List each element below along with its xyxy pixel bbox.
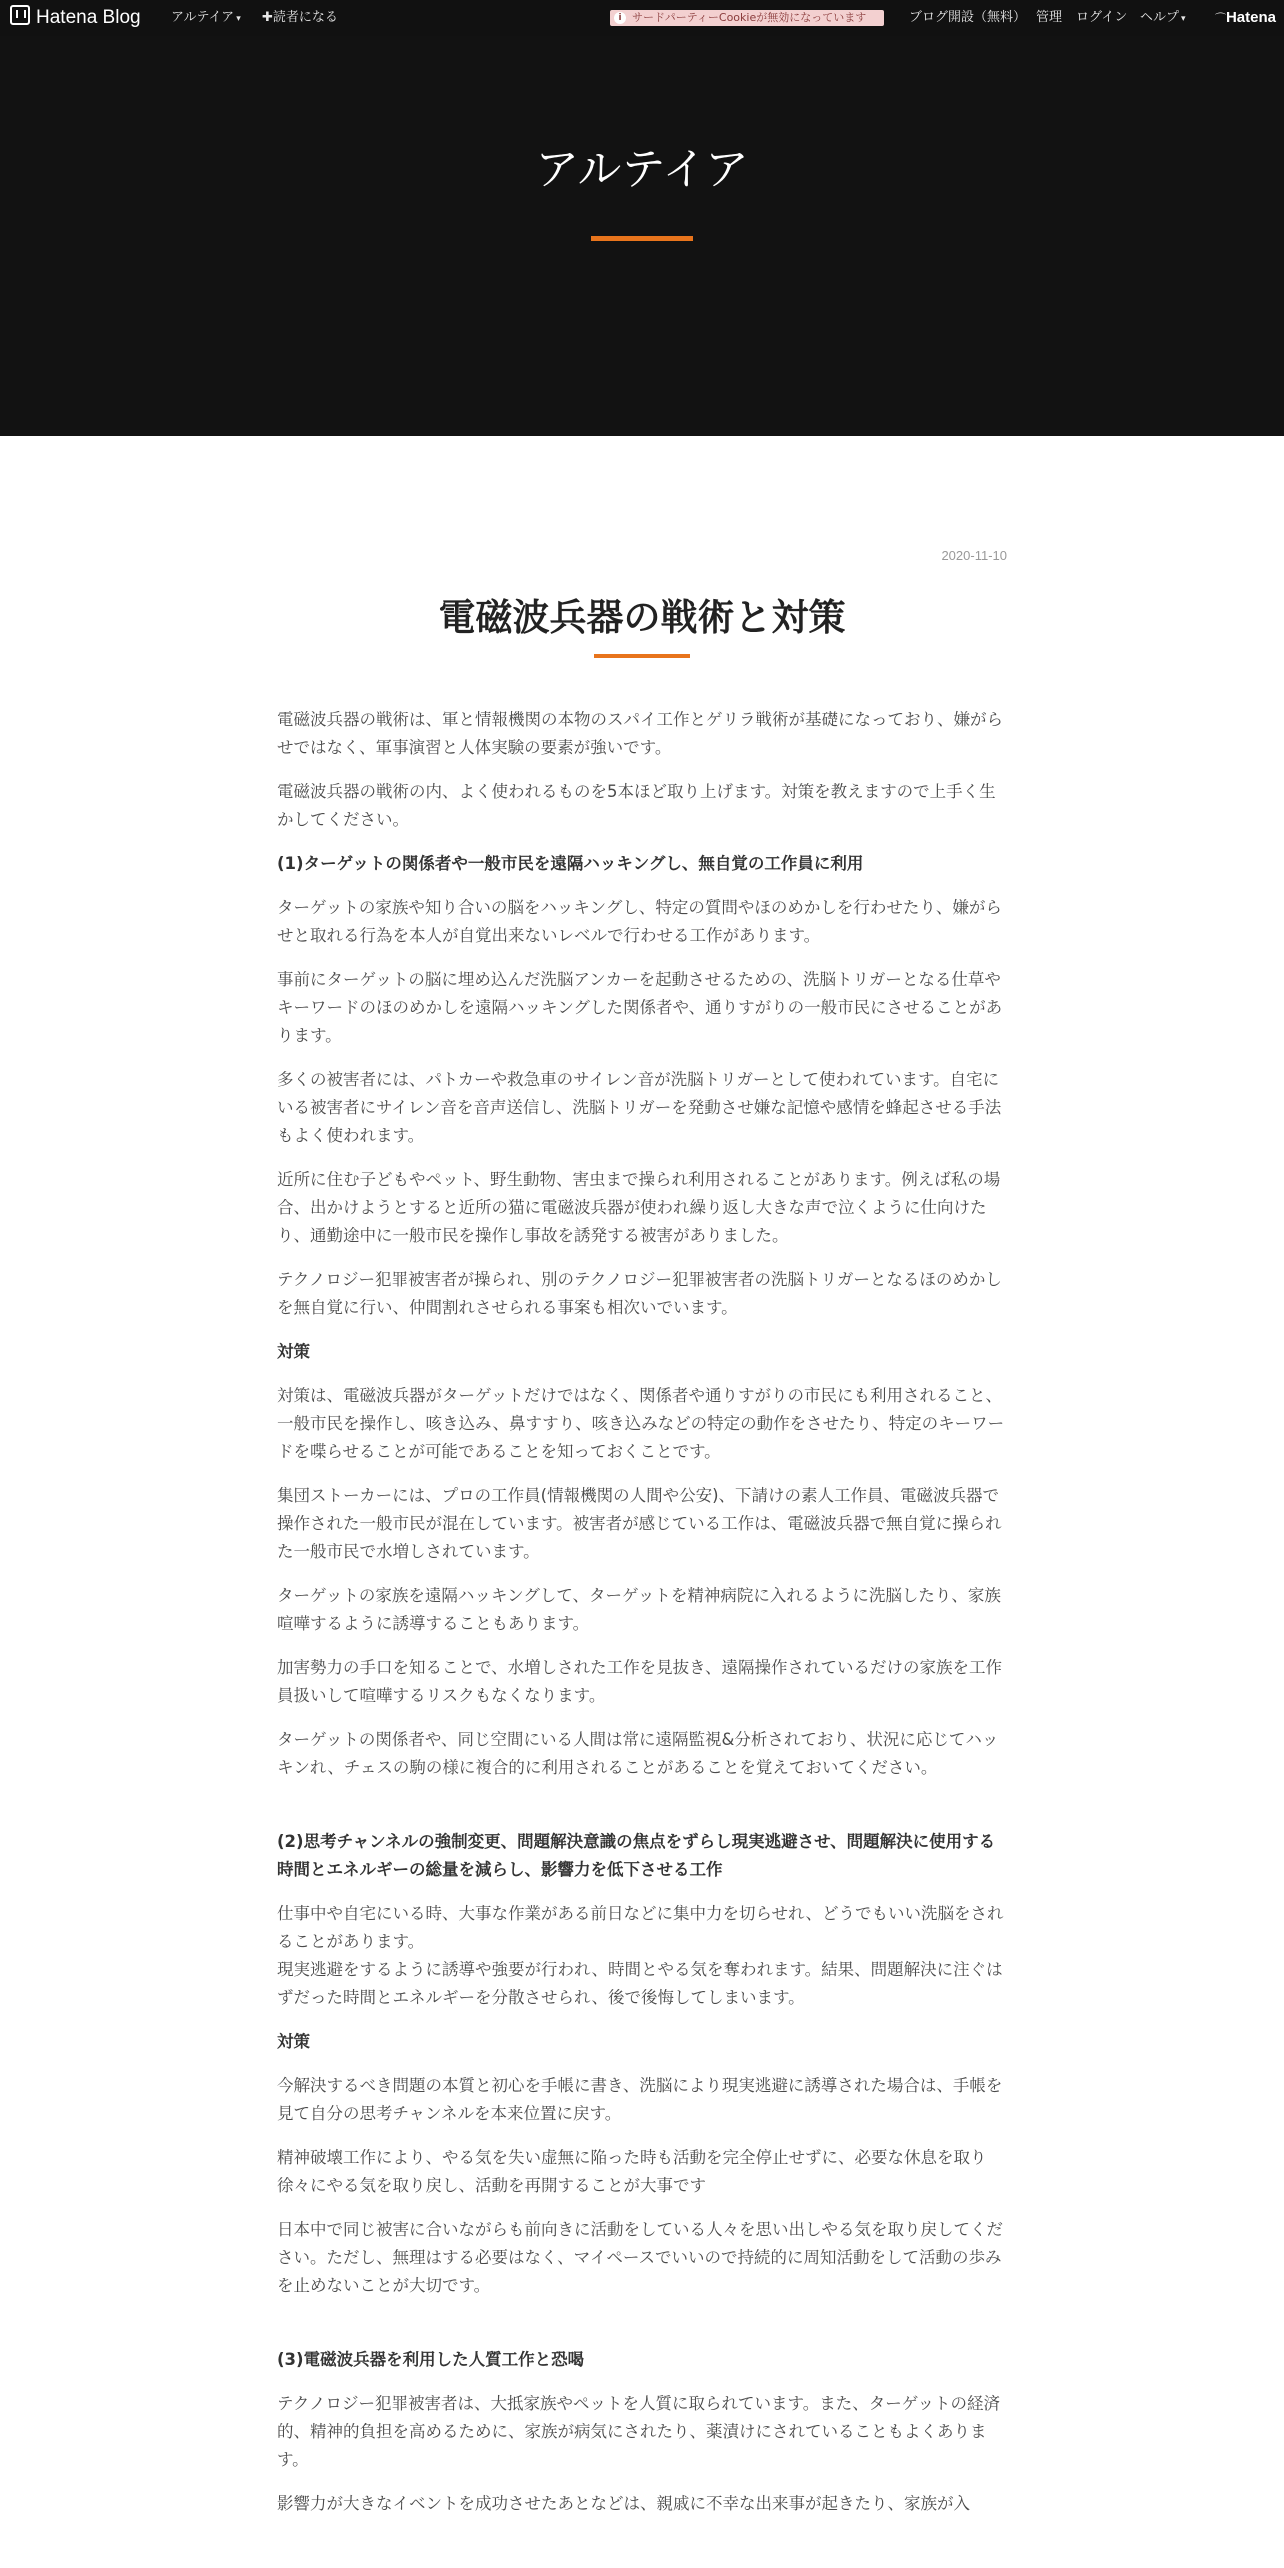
paragraph: 近所に住む子どもやペット、野生動物、害虫まで操られ利用されることがあります。例えば私の場合、出かけようとすると近所の猫に電磁波兵器が使われ繰り返し大きな声で泣くように仕向けたり、通勤途中に一般市民を操作し事故を誘発する被害がありました。	[277, 1170, 1001, 1245]
section-heading: (1)ターゲットの関係者や一般市民を遠隔ハッキングし、無自覚の工作員に利用	[277, 854, 864, 873]
entry-title[interactable]: 電磁波兵器の戦術と対策	[438, 596, 846, 639]
info-icon: i	[614, 12, 626, 24]
manage-link[interactable]: 管理	[1036, 10, 1063, 25]
section-heading: 対策	[277, 1342, 310, 1361]
paragraph: テクノロジー犯罪被害者が操られ、別のテクノロジー犯罪被害者の洗脳トリガーとなるほのめかしを無自覚に行い、仲間割れさせられる事案も相次いでいます。	[277, 1270, 1002, 1317]
paragraph: ターゲットの家族や知り合いの脳をハッキングし、特定の質問やほのめかしを行わせたり、嫌がらせと取れる行為を本人が自覚出来ないレベルで行わせる工作があります。	[277, 898, 1002, 945]
top-navigation-bar	[0, 0, 1284, 36]
hatena-blog-logo-icon	[10, 5, 30, 25]
hatena-logo[interactable]: ⌒Hatena	[1214, 9, 1276, 26]
paragraph: 対策は、電磁波兵器がターゲットだけではなく、関係者や通りすがりの市民にも利用されること、一般市民を操作し、咳き込み、鼻すすり、咳き込みなどの特定の動作をさせたり、特定のキーワードを喋らせることが可能であることを知っておくことです。	[277, 1386, 1005, 1461]
paragraph: 影響力が大きなイベントを成功させたあとなどは、親戚に不幸な出来事が起きたり、家族が入	[277, 2494, 970, 2513]
paragraph: 仕事中や自宅にいる時、大事な作業がある前日などに集中力を切らせれ、どうでもいい洗脳をされることがあります。	[277, 1904, 1004, 1951]
help-menu[interactable]: ヘルプ ▾	[1140, 10, 1186, 25]
paragraph: 事前にターゲットの脳に埋め込んだ洗脳アンカーを起動させるための、洗脳トリガーとなる仕草やキーワードのほのめかしを遠隔ハッキングした関係者や、通りすがりの一般市民にさせることがあります。	[277, 970, 1003, 1045]
hatena-blog-logo[interactable]: Hatena Blog	[10, 0, 141, 36]
paragraph: 今解決するべき問題の本質と初心を手帳に書き、洗脳により現実逃避に誘導された場合は、手帳を見て自分の思考チャンネルを本来位置に戻す。	[277, 2076, 1003, 2123]
paragraph: 加害勢力の手口を知ることで、水増しされた工作を見抜き、遠隔操作されているだけの家族を工作員扱いして喧嘩するリスクもなくなります。	[277, 1658, 1003, 1705]
paragraph: 日本中で同じ被害に合いながらも前向きに活動をしている人々を思い出しやる気を取り戻してください。ただし、無理はする必要はなく、マイペースでいいので持続的に周知活動をして活動の歩みを止めないことが大切です。	[277, 2220, 1003, 2295]
entry-date[interactable]: 2020-11-10	[941, 548, 1007, 563]
paragraph: 現実逃避をするように誘導や強要が行われ、時間とやる気を奪われます。結果、問題解決に注ぐはずだった時間とエネルギーを分散させられ、後で後悔してしまいます。	[277, 1960, 1003, 2007]
section-heading: 対策	[277, 2032, 310, 2051]
section-heading: (3)電磁波兵器を利用した人質工作と恐喝	[277, 2350, 585, 2369]
blog-title[interactable]: アルテイア	[535, 144, 749, 195]
paragraph: ターゲットの関係者や、同じ空間にいる人間は常に遠隔監視&分析されており、状況に応じてハッキンれ、チェスの駒の様に複合的に利用されることがあることを覚えておいてください。	[277, 1730, 999, 1777]
plus-icon: ✚	[262, 10, 273, 25]
hatena-mark-icon: ⌒	[1214, 13, 1226, 25]
paragraph: テクノロジー犯罪被害者は、大抵家族やペットを人質に取られています。また、ターゲットの経済的、精神的負担を高めるために、家族が病気にされたり、薬漬けにされていることもよくあります。	[277, 2394, 1001, 2469]
cookie-notice[interactable]: i サードパーティーCookieが無効になっています	[610, 10, 884, 26]
blog-title-underline	[591, 236, 693, 241]
caret-down-icon: ▾	[236, 14, 241, 24]
subscribe-button[interactable]: ✚読者になる	[262, 10, 338, 25]
paragraph: 多くの被害者には、パトカーや救急車のサイレン音が洗脳トリガーとして使われています。自宅にいる被害者にサイレン音を音声送信し、洗脳トリガーを発動させ嫌な記憶や感情を蜂起させる手法もよく使われます。	[277, 1070, 1002, 1145]
paragraph: 集団ストーカーには、プロの工作員(情報機関の人間や公安)、下請けの素人工作員、電磁波兵器で操作された一般市民が混在しています。被害者が感じている工作は、電磁波兵器で無自覚に操られた一般市民で水増しされています。	[277, 1486, 1002, 1561]
paragraph: 精神破壊工作により、やる気を失い虚無に陥った時も活動を完全停止せずに、必要な休息を取り徐々にやる気を取り戻し、活動を再開することが大事です	[277, 2148, 987, 2195]
paragraph: 電磁波兵器の戦術は、軍と情報機関の本物のスパイ工作とゲリラ戦術が基礎になっており、嫌がらせではなく、軍事演習と人体実験の要素が強いです。	[277, 710, 1003, 757]
paragraph: ターゲットの家族を遠隔ハッキングして、ターゲットを精神病院に入れるように洗脳したり、家族喧嘩するように誘導することもあります。	[277, 1586, 1001, 1633]
caret-down-icon: ▾	[1181, 14, 1186, 24]
entry-title-underline	[594, 654, 690, 658]
entry-content	[277, 706, 1007, 2518]
login-link[interactable]: ログイン	[1076, 10, 1128, 25]
section-heading: (2)思考チャンネルの強制変更、問題解決意識の焦点をずらし現実逃避させ、問題解決に使用する時間とエネルギーの総量を減らし、影響力を低下させる工作	[277, 1832, 996, 1879]
start-blog-link[interactable]: ブログ開設（無料）	[909, 10, 1027, 25]
blog-menu[interactable]: アルテイア ▾	[171, 10, 241, 25]
article	[277, 540, 1007, 2534]
paragraph: 電磁波兵器の戦術の内、よく使われるものを5本ほど取り上げます。対策を教えますので上手く生かしてください。	[277, 782, 996, 829]
